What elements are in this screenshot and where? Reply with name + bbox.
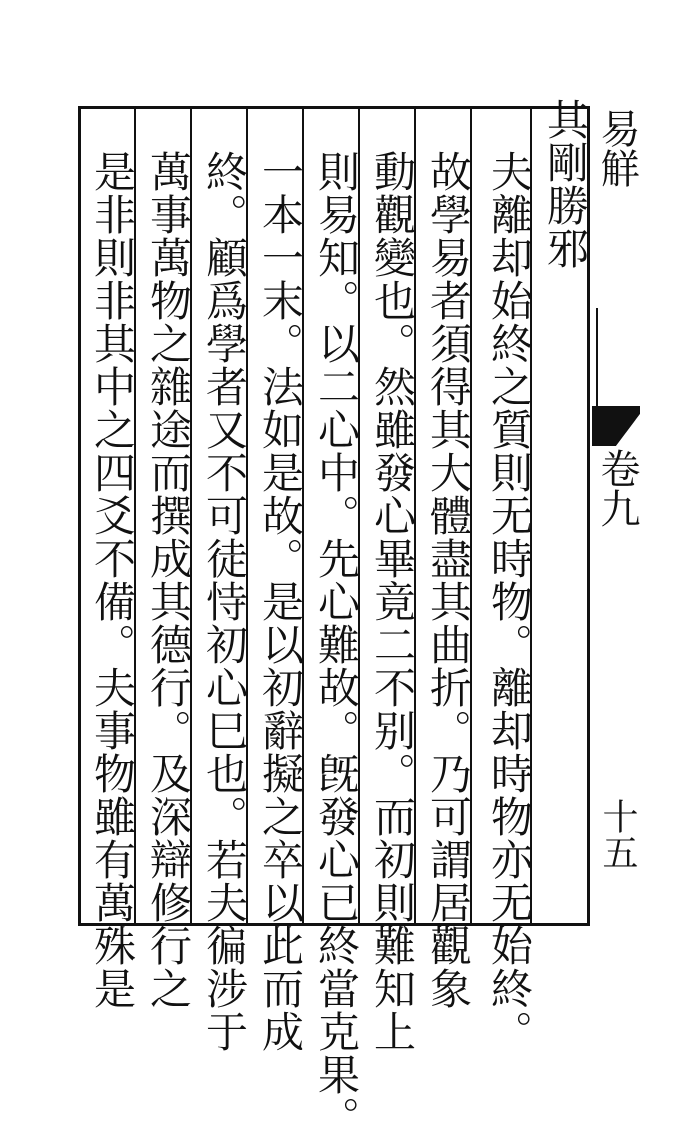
text-column: 是非則非其中之四爻不備。夫事物雖有萬殊是 [88,150,137,1010]
fish-tail-mark-icon [592,406,640,446]
text-column: 終。顧爲學者又不可徒恃初心巳也。若夫徧涉于 [200,150,249,1053]
text-column: 故學易者須得其大體盡其曲折。乃可謂居觀象 [424,150,473,1010]
text-column: 動觀變也。然雖發心畢竟二不别。而初則難知上 [368,150,417,1053]
volume-label: 卷九 [594,448,640,528]
text-column-heading: 其剛勝邪 [541,98,590,270]
book-title: 易觧 [594,108,640,188]
text-column: 萬事萬物之雜途而撰成其德行。及深辯修行之 [144,150,193,1010]
text-column: 夫離却始終之質則无時物。離却時物亦无始終。 [485,150,534,1053]
page-number: 十五 [597,798,638,870]
text-column: 一本一末。法如是故。是以初辭擬之卒以此而成 [256,150,305,1053]
text-column: 則易知。以二心中。先心難故。旣發心已終當克果。 [312,150,361,1139]
margin-rule [596,308,598,408]
margin-strip [592,108,644,928]
